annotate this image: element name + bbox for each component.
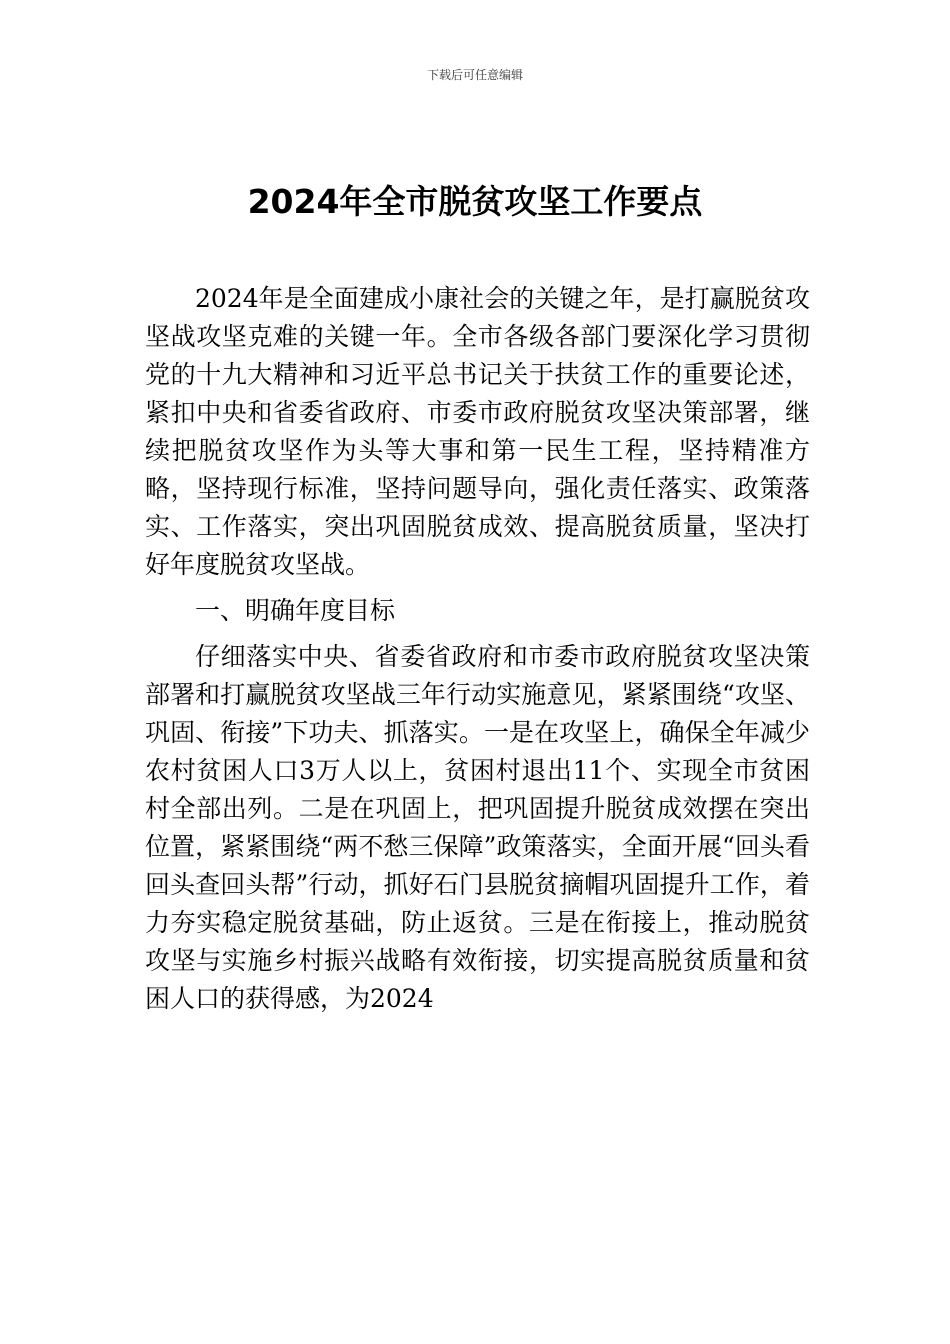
document-title: 2024年全市脱贫攻坚工作要点 — [247, 182, 703, 221]
paragraph-intro: 2024年是全面建成小康社会的关键之年，是打赢脱贫攻坚战攻坚克难的关键一年。全市各级各部门要深化学习贯彻党的十九大精神和习近平总书记关于扶贫工作的重要论述，紧扣中央和省委省政府、市委市政府脱贫攻坚决策部署，继续把脱贫攻坚作为头等大事和第一民生工程，坚持精准方略，坚持现行标准，坚持问题导向，强化责任落实、政策落实、工作落实，突出巩固脱贫成效、提高脱贫质量，坚决打好年度脱贫攻坚战。 — [145, 284, 810, 579]
section-heading-1: 一、明确年度目标 — [195, 596, 396, 625]
document-body — [145, 280, 810, 1018]
header-note: 下载后可任意编辑 — [426, 68, 523, 82]
paragraph-section-1: 仔细落实中央、省委省政府和市委市政府脱贫攻坚决策部署和打赢脱贫攻坚战三年行动实施意见，紧紧围绕“攻坚、巩固、衔接”下功夫、抓落实。一是在攻坚上，确保全年减少农村贫困人口3万人以上，贫困村退出11个、实现全市贫困村全部出列。二是在巩固上，把巩固提升脱贫成效摆在突出位置，紧紧围绕“两不愁三保障”政策落实，全面开展“回头看回头查回头帮”行动，抓好石门县脱贫摘帽巩固提升工作，着力夯实稳定脱贫基础，防止返贫。三是在衔接上，推动脱贫攻坚与实施乡村振兴战略有效衔接，切实提高脱贫质量和贫困人口的获得感，为2024 — [145, 642, 810, 1013]
